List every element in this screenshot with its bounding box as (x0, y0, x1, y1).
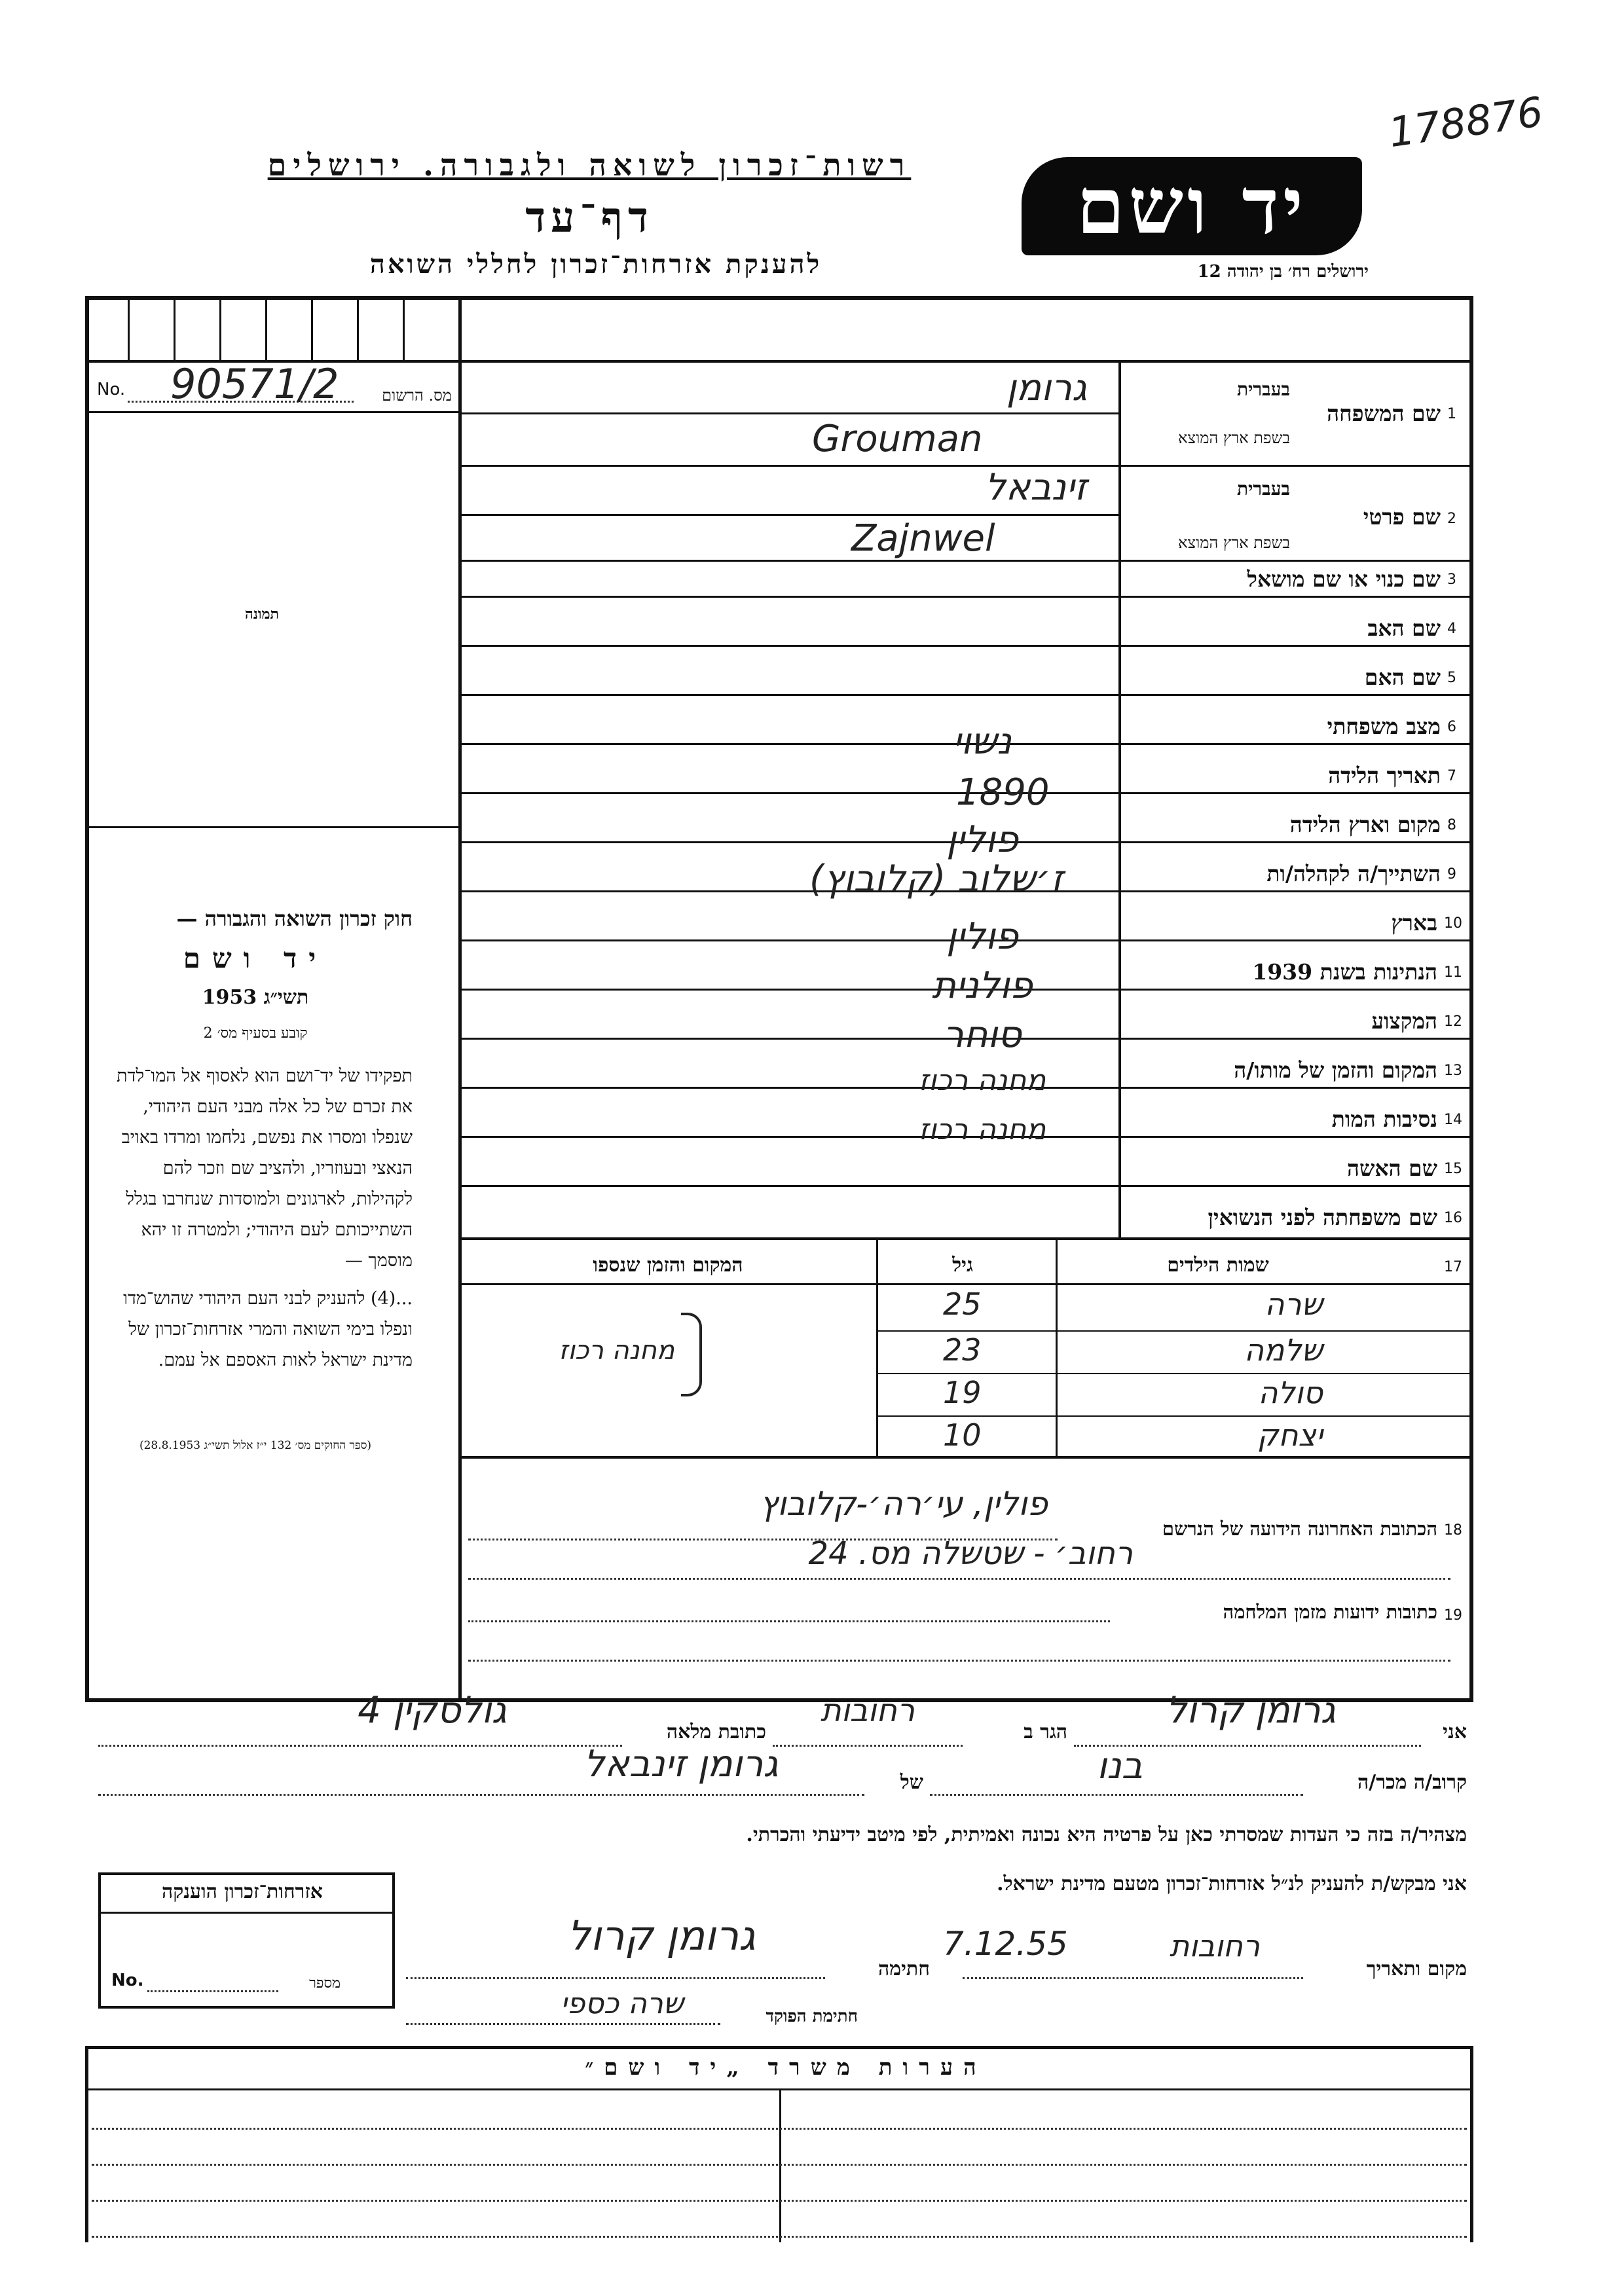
registration-number[interactable]: 90571/2 (170, 360, 339, 408)
field-2-number: 2 (1447, 511, 1456, 527)
first-name-hebrew[interactable]: זינבאל (985, 466, 1087, 509)
law-year: תשי״ג 1953 (202, 986, 309, 1009)
community-value[interactable]: ז׳שלוב (קלובוץ) (809, 858, 1063, 900)
field-19-label: כתובות ידועות מזמן המלחמה (1223, 1601, 1437, 1623)
family-name-hebrew[interactable]: גרומן (1006, 367, 1087, 409)
field-1-number: 1 (1447, 406, 1456, 422)
profession-value[interactable]: סוחר (943, 1013, 1022, 1056)
field-5-label: שם האם (1364, 665, 1441, 690)
statement-line-2: אני מבקש/ת להעניק לנ״ל אזרחות־זכרון מטעם מדינת ישראל. (997, 1872, 1467, 1895)
declarant-signature[interactable]: גרומן קרול (567, 1912, 756, 1959)
field-8-label: מקום וארץ הלידה (1289, 812, 1441, 837)
relation-value[interactable]: בנו (1096, 1745, 1143, 1787)
field-18-number: 18 (1444, 1522, 1462, 1539)
field-10-number: 10 (1444, 915, 1462, 932)
field-2-sub-origin: בשפת ארץ המוצא (1178, 534, 1290, 552)
children-brace (681, 1313, 702, 1396)
child-age-4[interactable]: 10 (943, 1417, 982, 1453)
law-name: יד ושם (183, 942, 328, 974)
form-title: דף־עד (525, 193, 654, 242)
full-address-label: כתובת מלאה (666, 1721, 766, 1743)
child-name-1[interactable]: שרה (1264, 1286, 1323, 1322)
field-16-number: 16 (1444, 1210, 1462, 1226)
field-3-label: שם כנוי או שם מושאל (1247, 566, 1441, 592)
family-name-origin[interactable]: Grouman (812, 418, 983, 460)
nationality-value[interactable]: פולנית (932, 964, 1033, 1007)
field-11-number: 11 (1444, 964, 1462, 981)
citizenship-granted-title: אזרחות־זכרון הוענקה (161, 1880, 323, 1903)
child-name-4[interactable]: יצחק (1257, 1417, 1323, 1453)
field-6-number: 6 (1447, 719, 1456, 735)
children-place-value[interactable]: מחנה רכוז (559, 1336, 674, 1366)
citizenship-no-en: No. (111, 1971, 144, 1990)
field-2-label: שם פרטי (1363, 504, 1441, 530)
field-19-number: 19 (1444, 1607, 1462, 1624)
child-name-3[interactable]: סולה (1258, 1375, 1323, 1410)
field-5-number: 5 (1447, 670, 1456, 686)
field-4-label: שם האב (1367, 615, 1441, 641)
remarks-title: הערות משרד „יד ושם״ (585, 2054, 987, 2081)
citizenship-no-he: מספר (309, 1975, 341, 1992)
declaration-date[interactable]: 7.12.55 (943, 1925, 1068, 1963)
field-9-number: 9 (1447, 866, 1456, 883)
registration-label-en: No. (97, 380, 126, 399)
field-7-label: תאריך הלידה (1328, 763, 1441, 788)
declarant-city[interactable]: רחובות (821, 1692, 915, 1729)
field-13-number: 13 (1444, 1063, 1462, 1079)
field-16-label: שם משפחתה לפני הנשואין (1208, 1205, 1437, 1230)
declaration-ani-label: אני (1443, 1721, 1467, 1743)
field-14-label: נסיבות המות (1331, 1106, 1437, 1132)
relative-label: קרוב/ה מכר/ה (1357, 1771, 1467, 1794)
officer-signature[interactable]: שרה כספי (561, 1987, 684, 2020)
declarant-address[interactable]: גולסקין 4 (358, 1689, 507, 1732)
address: ירושלים רח׳ בן יהודה 12 (1197, 262, 1369, 282)
field-7-number: 7 (1447, 768, 1456, 784)
law-citation: (ספר החוקים מס׳ 132 י״ז אלול תשי״ג 28.8.1953) (139, 1439, 372, 1452)
field-12-label: המקצוע (1371, 1008, 1437, 1034)
field-14-number: 14 (1444, 1112, 1462, 1128)
declarant-name[interactable]: גרומן קרול (1166, 1689, 1336, 1732)
law-title: חוק זכרון השואה והגבורה — (176, 906, 413, 931)
organization-line: רשות־זכרון לשואה ולגבורה. ירושלים (267, 147, 912, 183)
child-age-2[interactable]: 23 (943, 1332, 982, 1368)
last-address-line-1[interactable]: פולין, עי׳רה׳-קלובוץ (760, 1485, 1048, 1523)
law-paragraph-1: תפקידו של יד־ושם הוא לאסוף אל המו־לדת את זכרם של כל אלה מבני העם היהודי, שנפלו ומסרו את נפשם, נלחמו ומרדו באויב הנאצי ובעוזריו, ולהציב שם וזכר להם לקהילות, לארגונים ולמוסדות שנחרבו בגלל השתייכותם לעם היהודי; ולמטרה זו יהא מוסמך — (117, 1066, 413, 1271)
yad-vashem-logo: יד ושם (1022, 157, 1362, 255)
victim-name-reference[interactable]: גרומן זינבאל (583, 1743, 779, 1785)
form-subtitle: להענקת אזרחות־זכרון לחללי השואה (369, 249, 822, 280)
last-address-line-2[interactable]: רחוב׳ - שטשלה מס. 24 (808, 1535, 1133, 1572)
field-9-label: השתייך/ה לקהלה/ות (1266, 861, 1441, 886)
field-1-sub-hebrew: בעברית (1236, 378, 1290, 400)
resides-in-label: הגר ב (1024, 1721, 1067, 1743)
declaration-place[interactable]: רחובות (1170, 1928, 1260, 1963)
death-place-time-value[interactable]: מחנה רכוז (918, 1064, 1046, 1097)
officer-signature-label: חתימת הפוקד (766, 2007, 858, 2026)
photo-label: תמונה (245, 606, 279, 623)
field-1-label: שם המשפחה (1327, 401, 1441, 426)
signature-label: חתימה (878, 1958, 930, 1980)
stamp-number: 178876 (1386, 87, 1546, 157)
child-name-2[interactable]: שלמה (1244, 1332, 1323, 1368)
field-17-number: 17 (1444, 1259, 1462, 1275)
field-1-sub-origin: בשפת ארץ המוצא (1178, 429, 1290, 447)
child-age-3[interactable]: 19 (943, 1375, 982, 1410)
field-10-label: בארץ (1391, 910, 1437, 936)
birth-place-value[interactable]: פולין (946, 818, 1018, 861)
field-8-number: 8 (1447, 817, 1456, 833)
registration-label-he: מס. הרשום (382, 386, 452, 405)
place-date-label: מקום ותאריך (1366, 1958, 1467, 1980)
field-4-number: 4 (1447, 621, 1456, 637)
marital-status-value[interactable]: נשוי (953, 720, 1012, 763)
children-age-header: גיל (952, 1254, 973, 1277)
children-names-header: שמות הילדים (1167, 1254, 1269, 1277)
child-age-1[interactable]: 25 (943, 1286, 982, 1322)
field-13-label: המקום והזמן של מותו/ה (1234, 1057, 1437, 1083)
field-3-number: 3 (1447, 572, 1456, 588)
statement-line-1: מצהיר/ה בזה כי העדות שמסרתי כאן על פרטיה היא נכונה ואמיתית, לפי מיטב ידיעתי והכרתי. (746, 1823, 1467, 1846)
children-place-header: המקום והזמן שנספו (593, 1254, 743, 1277)
field-18-label: הכתובת האחרונה הידועה של הנרשם (1162, 1518, 1437, 1540)
country-value[interactable]: פולין (946, 915, 1018, 958)
first-name-origin[interactable]: Zajnwel (851, 517, 995, 560)
of-label: של (900, 1771, 923, 1794)
law-paragraph-2: ...(4) להעניק לבני העם היהודי שהוש־מדו ונפלו בימי השואה והמרי אזרחות־זכרון של מדינת ישראל לאות האספם אל עמם. (123, 1288, 413, 1370)
field-6-label: מצב משפחתי (1327, 714, 1441, 739)
field-15-number: 15 (1444, 1161, 1462, 1177)
death-circumstances-value[interactable]: מחנה רכוז (918, 1113, 1046, 1146)
birth-date-value[interactable]: 1890 (956, 771, 1050, 814)
field-11-label: הנתינות בשנת 1939 (1252, 959, 1437, 985)
field-12-number: 12 (1444, 1013, 1462, 1030)
field-2-sub-hebrew: בעברית (1236, 478, 1290, 500)
law-clause: קובע בסעיף מס׳ 2 (203, 1025, 308, 1042)
field-15-label: שם האשה (1347, 1156, 1437, 1181)
